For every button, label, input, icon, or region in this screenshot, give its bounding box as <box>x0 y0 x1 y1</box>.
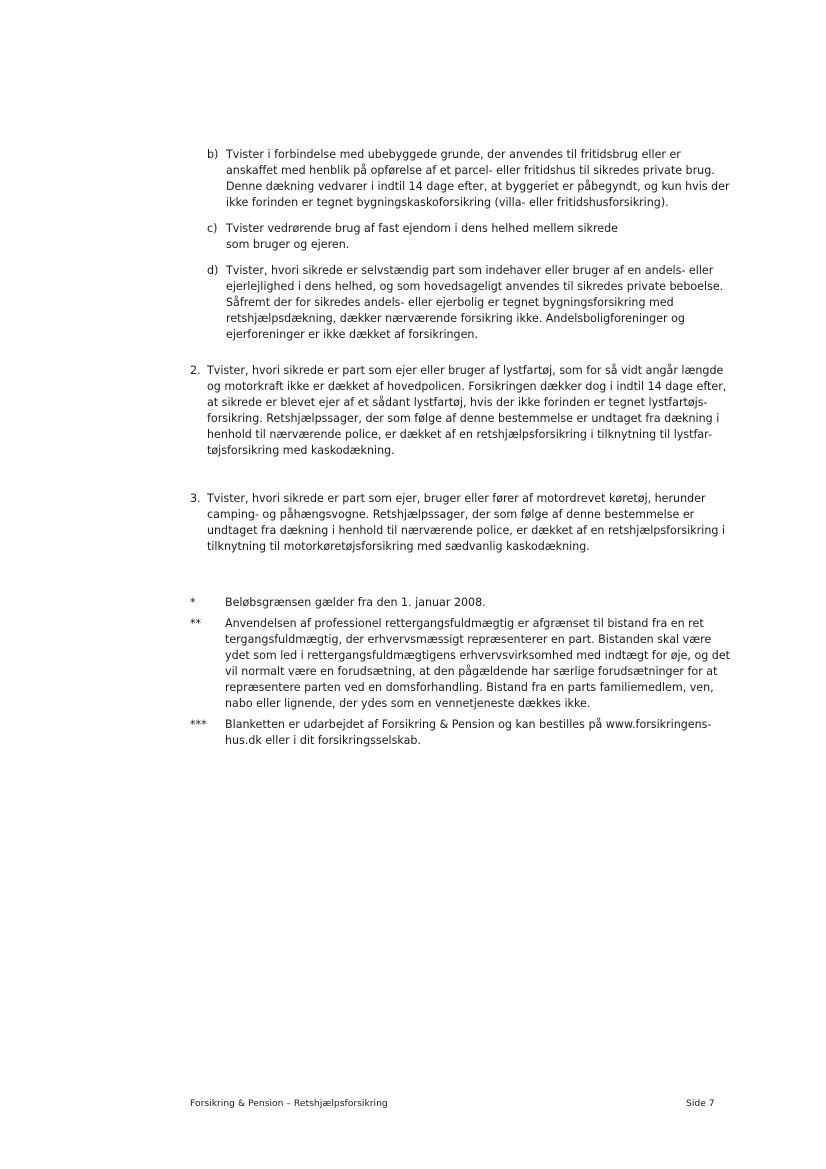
footnotes <box>190 595 735 749</box>
footnote-marker: ** <box>190 617 202 630</box>
list-item-text <box>226 147 735 211</box>
footnote-1 <box>190 595 735 611</box>
text-line: anskaffet med henblik på opførelse af et parcel- eller fritidshus til sikredes private brug. <box>226 164 715 177</box>
footnote-text <box>225 595 735 611</box>
list-marker: c) <box>207 222 218 235</box>
text-line: Tvister vedrørende brug af fast ejendom i dens helhed mellem sikrede <box>226 222 618 235</box>
text-line: som bruger og ejeren. <box>226 238 350 251</box>
text-line: Tvister, hvori sikrede er part som ejer eller bruger af lystfartøj, som for så vidt angår længde <box>207 364 724 377</box>
footer-title: Forsikring & Pension – Retshjælpsforsikring <box>190 1098 388 1109</box>
sub-list <box>190 147 735 343</box>
footnote-2 <box>190 616 735 712</box>
text-line: ikke forinden er tegnet bygningskaskoforsikring (villa- eller fritidshusforsikring). <box>226 196 669 209</box>
text-line: Blanketten er udarbejdet af Forsikring & Pension og kan bestilles på www.forsikringens- <box>225 718 712 731</box>
text-line: henhold til nærværende police, er dækket af en retshjælpsforsikring i tilknytning til lystfar- <box>207 428 713 441</box>
numbered-item-2 <box>190 363 735 459</box>
text-line: tøjsforsikring med kaskodækning. <box>207 444 395 457</box>
text-line: Såfremt der for sikredes andels- eller ejerbolig er tegnet bygningsforsikring med <box>226 296 674 309</box>
footnote-3 <box>190 717 735 749</box>
text-line: hus.dk eller i dit forsikringsselskab. <box>225 734 421 747</box>
text-line: Denne dækning vedvarer i indtil 14 dage efter, at byggeriet er påbegyndt, og kun hvis der <box>226 180 730 193</box>
text-line: ejerlejlighed i dens helhed, og som hovedsageligt anvendes til sikredes private beboelse. <box>226 280 724 293</box>
text-line: nabo eller lignende, der ydes som en vennetjeneste dækkes ikke. <box>225 697 591 710</box>
text-line: camping- og påhængsvogne. Retshjælpssager, der som følge af denne bestemmelse er <box>207 508 695 521</box>
page-number: Side 7 <box>686 1098 715 1109</box>
text-line: og motorkraft ikke er dækket af hovedpolicen. Forsikringen dækker dog i indtil 14 dage efter, <box>207 380 727 393</box>
text-line: Beløbsgrænsen gælder fra den 1. januar 2008. <box>225 596 486 609</box>
list-item-text <box>207 363 735 459</box>
list-item-d <box>207 263 735 343</box>
list-item-text <box>226 221 735 253</box>
text-line: Tvister, hvori sikrede er selvstændig part som indehaver eller bruger af en andels- eller <box>226 264 714 277</box>
text-line: Tvister i forbindelse med ubebyggede grunde, der anvendes til fritidsbrug eller er <box>226 148 681 161</box>
footnote-text <box>225 616 735 712</box>
text-line: Tvister, hvori sikrede er part som ejer, bruger eller fører af motordrevet køretøj, herunder <box>207 492 706 505</box>
text-line: Anvendelsen af professionel rettergangsfuldmægtig er afgrænset til bistand fra en ret <box>225 617 704 630</box>
list-item-text <box>226 263 735 343</box>
footnote-marker: * <box>190 596 196 609</box>
numbered-item-3 <box>190 491 735 555</box>
list-item-b <box>207 147 735 211</box>
list-marker: d) <box>207 264 219 277</box>
text-line: undtaget fra dækning i henhold til nærværende police, er dækket af en retshjælpsforsikring i <box>207 524 726 537</box>
text-line: tilknytning til motorkøretøjsforsikring med sædvanlig kaskodækning. <box>207 540 590 553</box>
footnote-marker: *** <box>190 718 207 731</box>
list-marker: 3. <box>190 492 201 505</box>
list-item-text <box>207 491 735 555</box>
page-content <box>190 147 735 754</box>
text-line: vil normalt være en forudsætning, at den pågældende har særlige forudsætninger for at <box>225 665 718 678</box>
text-line: ejerforeninger er ikke dækket af forsikringen. <box>226 328 478 341</box>
footnote-text <box>225 717 735 749</box>
text-line: tergangsfuldmægtig, der erhvervsmæssigt repræsenterer en part. Bistanden skal være <box>225 633 712 646</box>
text-line: ydet som led i rettergangsfuldmægtigens erhvervsvirksomhed med indtægt for øje, og det <box>225 649 731 662</box>
list-marker: b) <box>207 148 219 161</box>
list-item-c <box>207 221 735 253</box>
list-marker: 2. <box>190 364 201 377</box>
text-line: at sikrede er blevet ejer af et sådant lystfartøj, hvis der ikke forinden er tegnet lystfartøjs- <box>207 396 708 409</box>
text-line: forsikring. Retshjælpssager, der som følge af denne bestemmelse er undtaget fra dækning i <box>207 412 720 425</box>
text-line: retshjælpsdækning, dækker nærværende forsikring ikke. Andelsboligforeninger og <box>226 312 685 325</box>
text-line: repræsentere parten ved en domsforhandling. Bistand fra en parts familiemedlem, ven, <box>225 681 714 694</box>
